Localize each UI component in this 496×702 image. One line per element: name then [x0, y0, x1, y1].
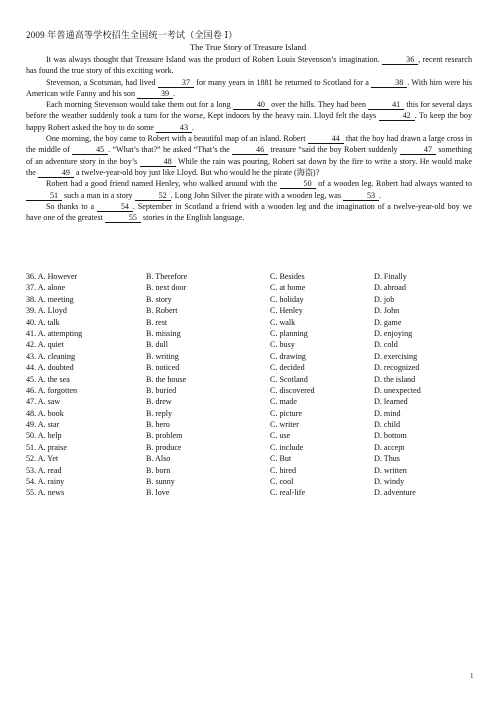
option-c: C. include: [270, 442, 304, 452]
option-b: B. produce: [146, 442, 182, 452]
option-c: C. walk: [270, 317, 296, 327]
option-d: D. John: [374, 306, 400, 316]
blank-55: 55: [105, 213, 141, 223]
option-d: D. child: [374, 420, 401, 430]
option-row: [26, 339, 472, 350]
option-d: D. job: [374, 294, 395, 304]
option-d: D. adventure: [374, 488, 416, 498]
option-a: 38. A. meeting: [26, 294, 74, 304]
option-c: C. planning: [270, 328, 308, 338]
option-a: 51. A. praise: [26, 442, 67, 452]
option-b: B. Also: [146, 454, 171, 464]
option-c: C. discovered: [270, 385, 315, 395]
blank-53: 53: [343, 191, 379, 201]
option-d: D. Thus: [374, 454, 400, 464]
page-number: 1: [470, 672, 474, 680]
option-c: C. picture: [270, 408, 302, 418]
blank-46: 46: [232, 145, 268, 155]
option-c: C. drawing: [270, 351, 306, 361]
option-row: [26, 294, 472, 305]
option-b: B. next door: [146, 283, 187, 293]
option-a: 40. A. talk: [26, 317, 60, 327]
option-a: 49. A. star: [26, 420, 60, 430]
passage-text: . With him were his American wife Fanny and his son: [26, 77, 473, 98]
option-row: [26, 487, 472, 498]
passage-text: , recent research has found the true story of this exciting work.: [26, 55, 472, 76]
option-d: D. mind: [374, 408, 401, 418]
blank-44: 44: [308, 134, 344, 144]
option-row: [26, 453, 472, 464]
option-row: [26, 419, 472, 430]
option-d: D. exercising: [374, 351, 418, 361]
option-b: B. writing: [146, 351, 179, 361]
passage-text: for many years in 1881 he returned to Scotland for a: [193, 77, 372, 87]
option-row: [26, 374, 472, 385]
option-d: D. game: [374, 317, 402, 327]
passage-text: . September in Scotland a friend with a wooden leg and the imagination of a twelve-year-old boy we have one of the greatest: [26, 201, 472, 223]
passage-text: So thanks to a: [46, 201, 97, 211]
option-c: C. Scotland: [270, 374, 308, 384]
option-a: 37. A. alone: [26, 283, 66, 293]
option-row: [26, 476, 472, 487]
option-d: D. accept: [374, 442, 405, 452]
option-a: 36. A. However: [26, 272, 78, 281]
option-d: D. cold: [374, 340, 398, 350]
passage-text: such a man in a story: [62, 190, 135, 200]
option-b: B. the house: [146, 374, 187, 384]
blank-40: 40: [233, 100, 269, 110]
passage-text: . Long John Silver the pirate with a wooden leg, was: [170, 190, 344, 200]
option-c: C. at home: [270, 283, 306, 293]
exam-header: 2009 年普通高等学校招生全国统一考试（全国卷 Ⅰ）: [26, 30, 238, 40]
blank-39: 39: [137, 89, 173, 99]
blank-45: 45: [72, 145, 108, 155]
blank-54: 54: [97, 202, 133, 212]
passage-text: While the rain was pouring, Robert sat down by the fire to write a story. He would make the: [26, 156, 472, 177]
option-c: C. But: [270, 454, 292, 464]
passage-text: One morning, the boy came to Robert with a beautiful map of an island. Robert: [46, 134, 308, 144]
passage-text: treasure “said the boy Robert suddenly: [268, 145, 400, 155]
option-row: [26, 408, 472, 419]
cloze-passage: [26, 54, 472, 223]
passage-text: stories in the English language.: [140, 213, 245, 223]
option-c: C. Henley: [270, 306, 303, 316]
option-d: D. the island: [374, 374, 416, 384]
option-a: 45. A. the sea: [26, 374, 70, 384]
option-c: C. writer: [270, 420, 299, 430]
option-c: C. made: [270, 397, 297, 407]
option-a: 55. A. news: [26, 488, 65, 498]
option-row: [26, 385, 472, 396]
passage-title: The True Story of Treasure Island: [189, 42, 307, 52]
option-b: B. buried: [146, 385, 177, 395]
passage-text: that the boy had drawn a large cross in the middle of: [26, 134, 472, 155]
blank-42: 42: [379, 111, 415, 121]
passage-text: .: [379, 190, 382, 200]
option-d: D. learned: [374, 397, 408, 407]
passage-text: something of an adventure story in the boy’s: [26, 145, 472, 166]
option-row: [26, 442, 472, 453]
passage-text: over the hills. They had been: [268, 100, 369, 110]
option-d: D. abroad: [374, 283, 406, 293]
blank-49: 49: [38, 168, 74, 178]
option-a: 44. A. doubted: [26, 363, 74, 373]
option-row: [26, 282, 472, 293]
option-b: B. drew: [146, 397, 172, 407]
paragraph-5: [26, 178, 472, 201]
option-a: 42. A. quiet: [26, 340, 64, 350]
option-d: D. written: [374, 465, 407, 475]
option-b: B. love: [146, 488, 170, 498]
option-row: [26, 317, 472, 328]
passage-text: this for several days before the weather suddenly took a turn for the worse, Kept indoors by the heavy rain. Lloyd felt the days: [26, 100, 472, 121]
option-c: C. Besides: [270, 272, 305, 281]
option-a: 54. A. rainy: [26, 477, 65, 487]
option-c: C. hired: [270, 465, 297, 475]
option-d: D. unexpected: [374, 385, 421, 395]
option-b: B. reply: [146, 408, 173, 418]
passage-text: .: [173, 88, 176, 98]
option-a: 41. A. attempting: [26, 328, 83, 338]
option-b: B. problem: [146, 431, 183, 441]
blank-47: 47: [400, 145, 436, 155]
option-row: [26, 305, 472, 316]
option-c: C. real-life: [270, 488, 306, 498]
option-d: D. enjoying: [374, 328, 413, 338]
option-row: [26, 271, 472, 282]
option-b: B. Robert: [146, 306, 178, 316]
passage-text: a twelve-year-old boy just like Lloyd. But who would he the pirate (海盗)?: [73, 167, 320, 177]
paragraph-4: [26, 133, 472, 178]
option-b: B. born: [146, 465, 171, 475]
option-d: D. recognized: [374, 363, 420, 373]
blank-38: 38: [371, 78, 407, 88]
passage-text: . To keep the boy happy Robert asked the boy to do some: [26, 111, 472, 132]
option-a: 52. A. Yet: [26, 454, 59, 464]
option-a: 47. A. saw: [26, 397, 61, 407]
passage-text: Robert had a good friend named Henley, who walked around with the: [46, 179, 280, 189]
option-row: [26, 362, 472, 373]
blank-48: 48: [140, 157, 176, 167]
blank-43: 43: [156, 123, 192, 133]
option-b: B. story: [146, 294, 172, 304]
option-d: D. bottom: [374, 431, 407, 441]
blank-52: 52: [135, 191, 171, 201]
option-b: B. Therefore: [146, 272, 188, 281]
option-row: [26, 396, 472, 407]
blank-51: 51: [26, 191, 62, 201]
blank-50: 50: [280, 179, 316, 189]
option-b: B. missing: [146, 328, 181, 338]
option-b: B. noticed: [146, 363, 180, 373]
paragraph-6: [26, 201, 472, 224]
paragraph-1: [26, 54, 472, 77]
option-c: C. use: [270, 431, 291, 441]
passage-text: . “What’s that?” he asked “That’s the: [108, 145, 233, 155]
option-b: B. sunny: [146, 477, 175, 487]
option-d: D. windy: [374, 477, 405, 487]
option-a: 46. A. forgotten: [26, 385, 78, 395]
option-a: 39. A. Lloyd: [26, 306, 67, 316]
passage-text: of a wooden leg. Robert had always wanted to: [315, 179, 472, 189]
option-row: [26, 430, 472, 441]
option-c: C. cool: [270, 477, 294, 487]
option-b: B. hero: [146, 420, 170, 430]
passage-text: Stevenson, a Scotsman, had lived: [46, 77, 158, 87]
paragraph-2: [26, 77, 472, 100]
option-a: 53. A. read: [26, 465, 62, 475]
option-c: C. holiday: [270, 294, 304, 304]
paragraph-3: [26, 99, 472, 133]
option-b: B. rest: [146, 317, 168, 327]
passage-text: It was always thought that Treasure Island was the product of Robert Louis Stevenson’s imagination.: [46, 55, 383, 64]
option-row: [26, 465, 472, 476]
option-row: [26, 328, 472, 339]
option-c: C. decided: [270, 363, 305, 373]
answer-options: [26, 271, 472, 499]
option-d: D. Finally: [374, 272, 407, 281]
option-row: [26, 351, 472, 362]
blank-36: 36: [382, 55, 418, 65]
blank-37: 37: [158, 78, 194, 88]
option-b: B. dull: [146, 340, 169, 350]
option-a: 50. A. help: [26, 431, 62, 441]
passage-text: .: [191, 122, 194, 132]
blank-41: 41: [368, 100, 404, 110]
option-a: 48. A. book: [26, 408, 64, 418]
option-a: 43. A. cleaning: [26, 351, 76, 361]
passage-text: Each morning Stevenson would take them out for a long: [46, 100, 233, 110]
option-c: C. busy: [270, 340, 295, 350]
